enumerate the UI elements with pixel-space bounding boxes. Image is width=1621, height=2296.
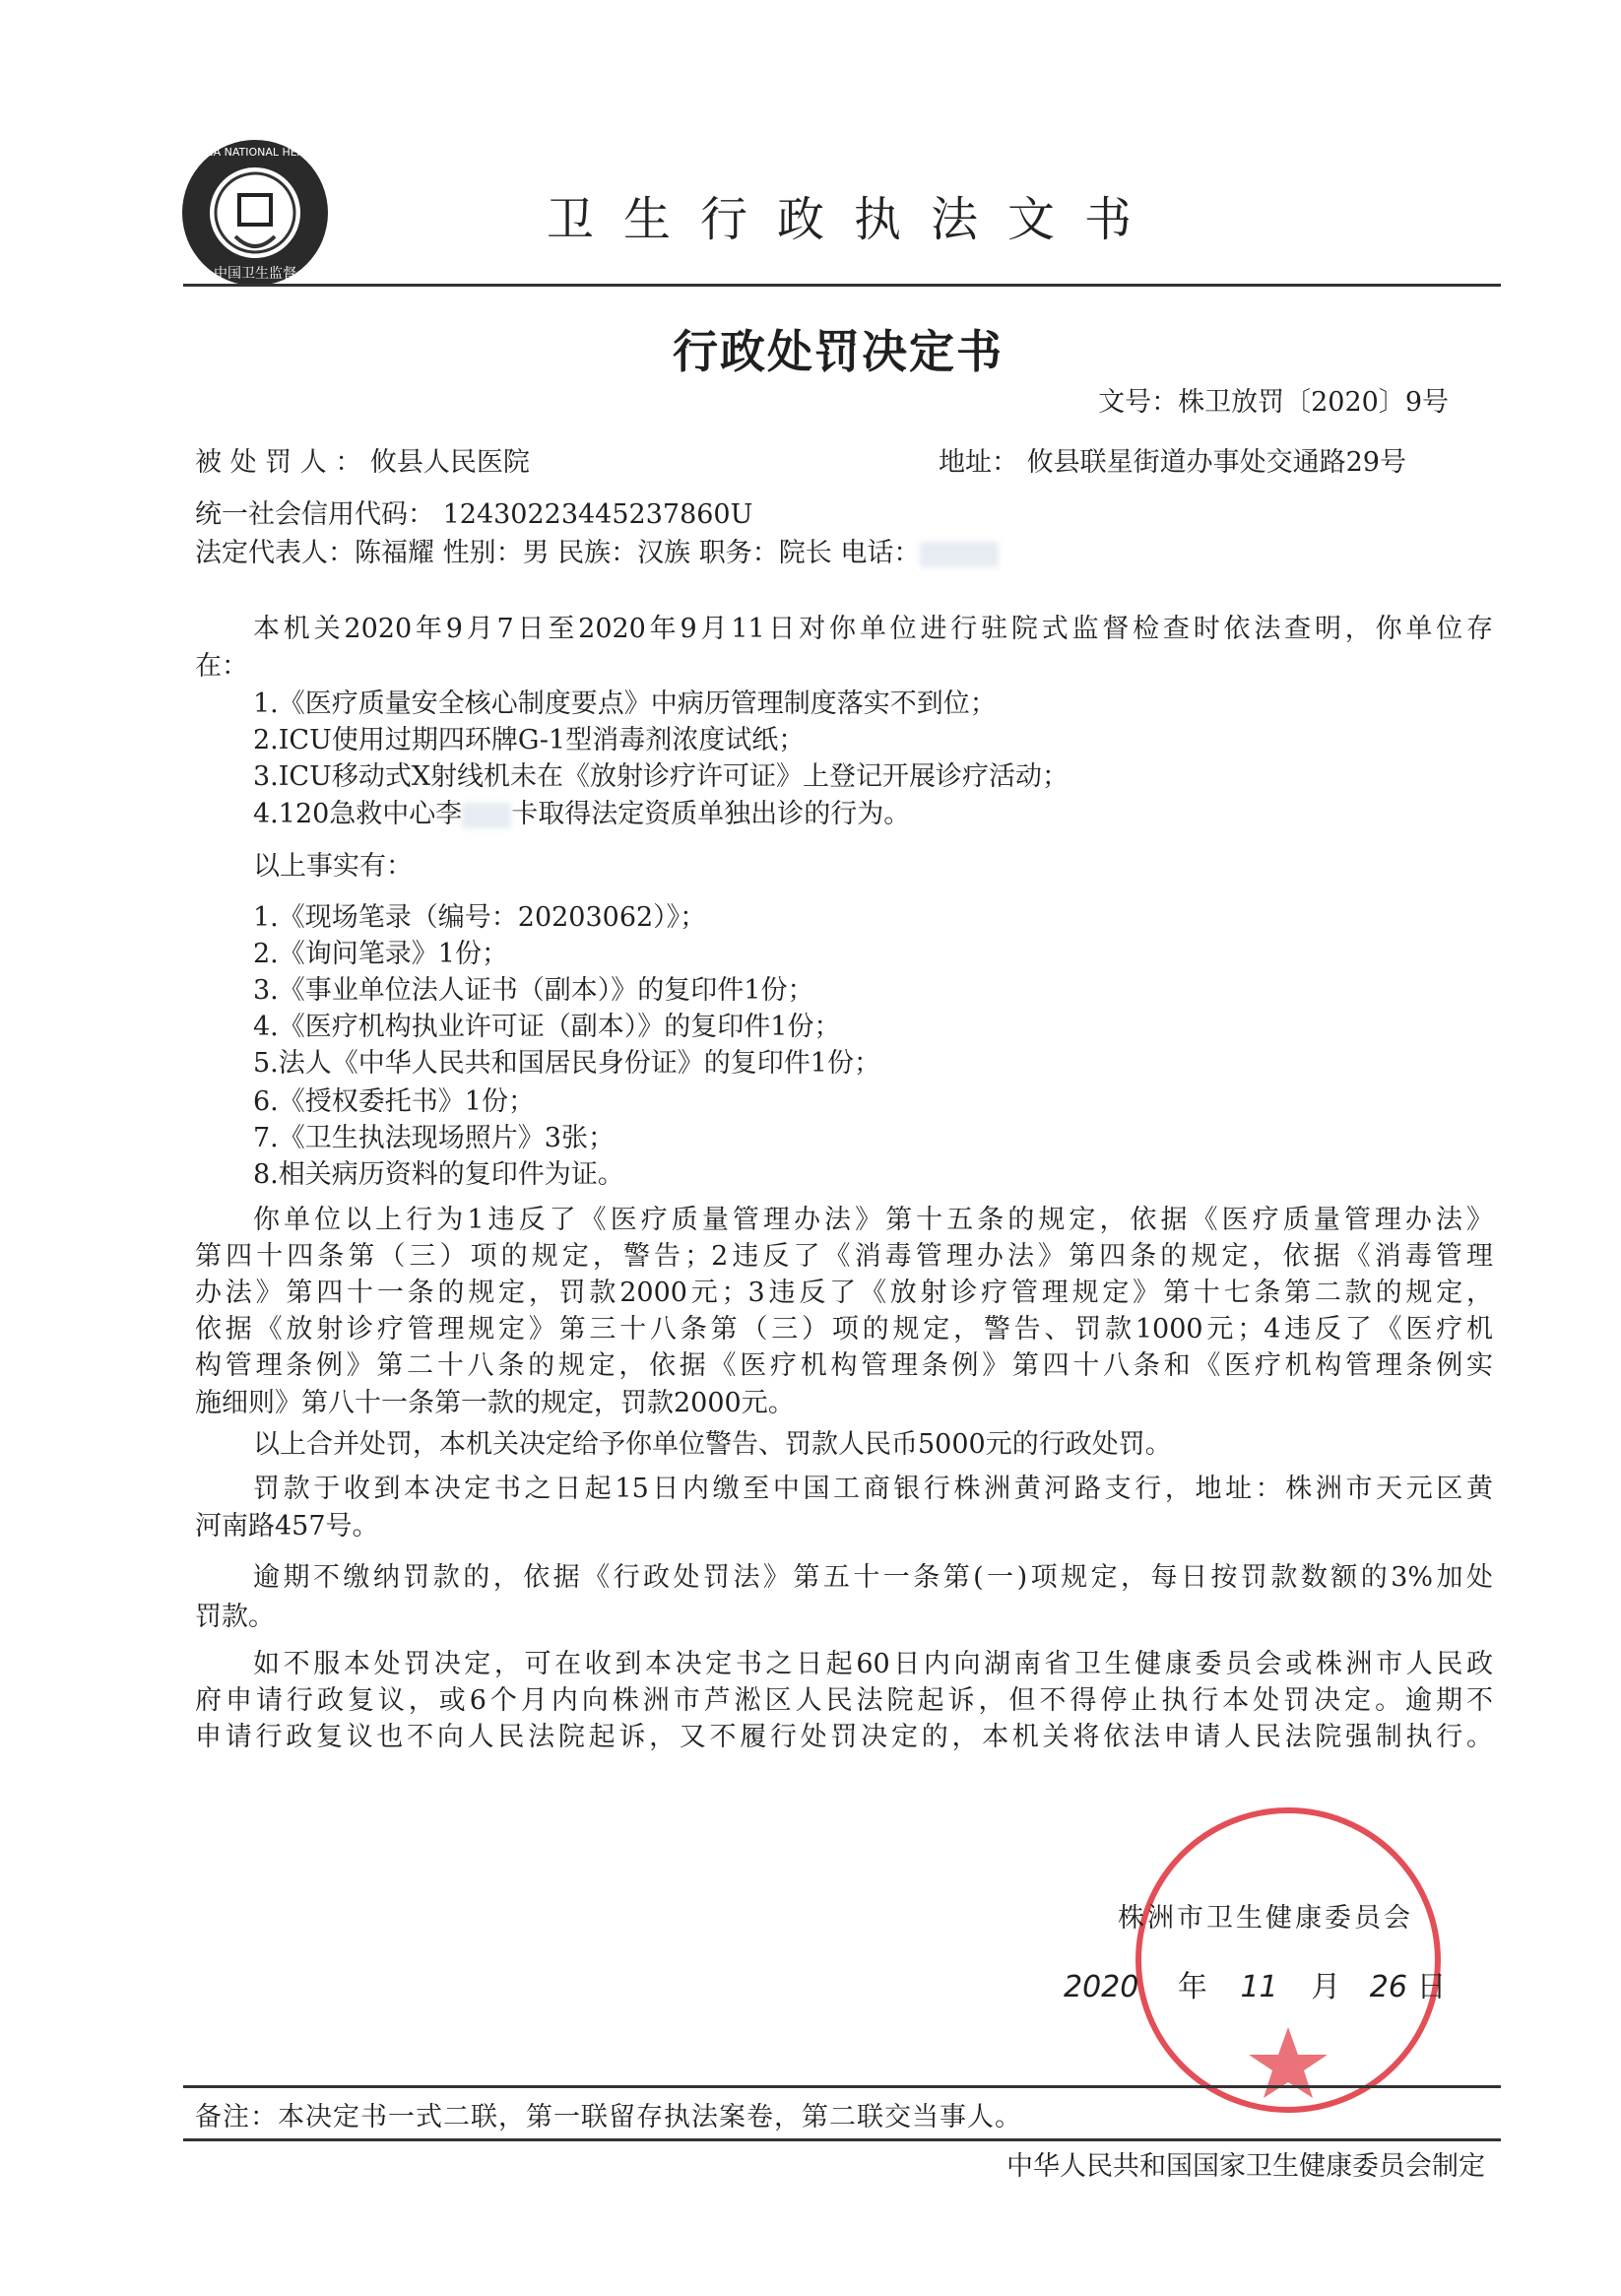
remark-note: 备注：本决定书一式二联，第一联留存执法案卷，第二联交当事人。	[195, 2102, 1022, 2132]
finding-text: 卡取得法定资质单独出诊的行为。	[511, 799, 911, 829]
appeal-line: 申请行政复议也不向人民法院起诉，又不履行处罚决定的，本机关将依法申请人民法院强制执行。	[195, 1722, 1493, 1752]
note-bottom-divider	[183, 2138, 1501, 2141]
date-month: 11	[1240, 1970, 1278, 2004]
violation-line: 第四十四条第（三）项的规定，警告；2违反了《消毒管理办法》第四条的规定，依据《消毒管理	[195, 1241, 1493, 1272]
series-title: 卫生行政执法文书	[547, 192, 1162, 247]
payment-line: 罚款于收到本决定书之日起15日内缴至中国工商银行株洲黄河路支行，地址：株洲市天元区黄	[253, 1474, 1493, 1504]
violation-line: 施细则》第八十一条第一款的规定，罚款2000元。	[195, 1388, 795, 1418]
date-day: 26	[1369, 1970, 1407, 2004]
document-number: 文号：株卫放罚〔2020〕9号	[1098, 387, 1449, 418]
document-title: 行政处罚决定书	[673, 325, 1004, 378]
representative-info: 法定代表人：陈福耀 性别：男 民族：汉族 职务：院长 电话：	[195, 538, 921, 568]
evidence-item: 3.《事业单位法人证书（副本）》的复印件1份；	[253, 975, 814, 1006]
svg-text:中国卫生监督: 中国卫生监督	[214, 266, 296, 282]
violation-line: 你单位以上行为1违反了《医疗质量管理办法》第十五条的规定，依据《医疗质量管理办法》	[253, 1205, 1493, 1235]
intro-line: 在：	[195, 651, 248, 682]
evidence-item: 7.《卫生执法现场照片》3张；	[253, 1123, 615, 1153]
finding-item	[253, 797, 910, 832]
finding-item: 1.《医疗质量安全核心制度要点》中病历管理制度落实不到位；	[253, 689, 997, 719]
date-year-label: 年	[1177, 1970, 1207, 2004]
issuing-organization: 株洲市卫生健康委员会	[1118, 1903, 1413, 1934]
appeal-line: 府申请行政复议，或6个月内向株洲市芦淞区人民法院起诉，但不得停止执行本处罚决定。逾期不	[195, 1685, 1493, 1716]
evidence-item: 1.《现场笔录（编号：20203062）》；	[253, 902, 707, 933]
intro-line: 本机关2020年9月7日至2020年9月11日对你单位进行驻院式监督检查时依法查明，你单位存	[253, 614, 1493, 644]
appeal-line: 如不服本处罚决定，可在收到本决定书之日起60日内向湖南省卫生健康委员会或株洲市人民政	[253, 1649, 1493, 1679]
finding-text: 4.120急救中心李	[253, 799, 463, 829]
evidence-item: 8.相关病历资料的复印件为证。	[253, 1159, 624, 1190]
date-day-label: 日	[1416, 1970, 1447, 2004]
svg-text:CHINA NATIONAL HEALTH: CHINA NATIONAL HEALTH	[186, 146, 324, 159]
evidence-item: 2.《询问笔录》1份；	[253, 939, 508, 969]
finding-item: 2.ICU使用过期四环牌G-1型消毒剂浓度试纸；	[253, 725, 806, 755]
violation-line: 依据《放射诊疗管理规定》第三十八条第（三）项的规定，警告、罚款1000元；4违反了《医疗机	[195, 1314, 1493, 1345]
finding-item: 3.ICU移动式X射线机未在《放射诊疗许可证》上登记开展诊疗活动；	[253, 761, 1070, 792]
evidence-item: 4.《医疗机构执业许可证（副本）》的复印件1份；	[253, 1012, 841, 1042]
redacted-phone	[920, 542, 999, 567]
evidence-item: 6.《授权委托书》1份；	[253, 1086, 535, 1117]
header-divider	[183, 284, 1501, 287]
credit-code: 统一社会信用代码： 12430223445237860U	[195, 499, 753, 530]
party-address: 地址： 攸县联星街道办事处交通路29号	[939, 447, 1406, 478]
evidence-item: 5.法人《中华人民共和国居民身份证》的复印件1份；	[253, 1048, 880, 1079]
penalized-party: 被 处 罚 人 ： 攸县人民医院	[195, 447, 530, 478]
official-seal	[1131, 1803, 1446, 2118]
legal-representative	[195, 536, 999, 571]
issue-date	[1064, 1970, 1446, 2005]
date-month-label: 月	[1311, 1970, 1341, 2004]
date-year: 2020	[1064, 1970, 1139, 2004]
violation-line: 办法》第四十一条的规定，罚款2000元；3违反了《放射诊疗管理规定》第十七条第二款的规定，	[195, 1278, 1493, 1308]
payment-line: 河南路457号。	[195, 1511, 379, 1542]
footer-issuer: 中华人民共和国国家卫生健康委员会制定	[1006, 2151, 1485, 2182]
overdue-line: 逾期不缴纳罚款的，依据《行政处罚法》第五十一条第(一)项规定，每日按罚款数额的3%加处	[253, 1562, 1493, 1593]
inspection-emblem-logo	[180, 138, 330, 288]
note-top-divider	[183, 2085, 1501, 2088]
combined-penalty: 以上合并处罚，本机关决定给予你单位警告、罚款人民币5000元的行政处罚。	[253, 1429, 1172, 1460]
redacted-name	[462, 803, 511, 828]
overdue-line: 罚款。	[195, 1602, 275, 1632]
evidence-heading: 以上事实有：	[253, 851, 413, 882]
violation-line: 构管理条例》第二十八条的规定，依据《医疗机构管理条例》第四十八条和《医疗机构管理条例实	[195, 1350, 1493, 1381]
